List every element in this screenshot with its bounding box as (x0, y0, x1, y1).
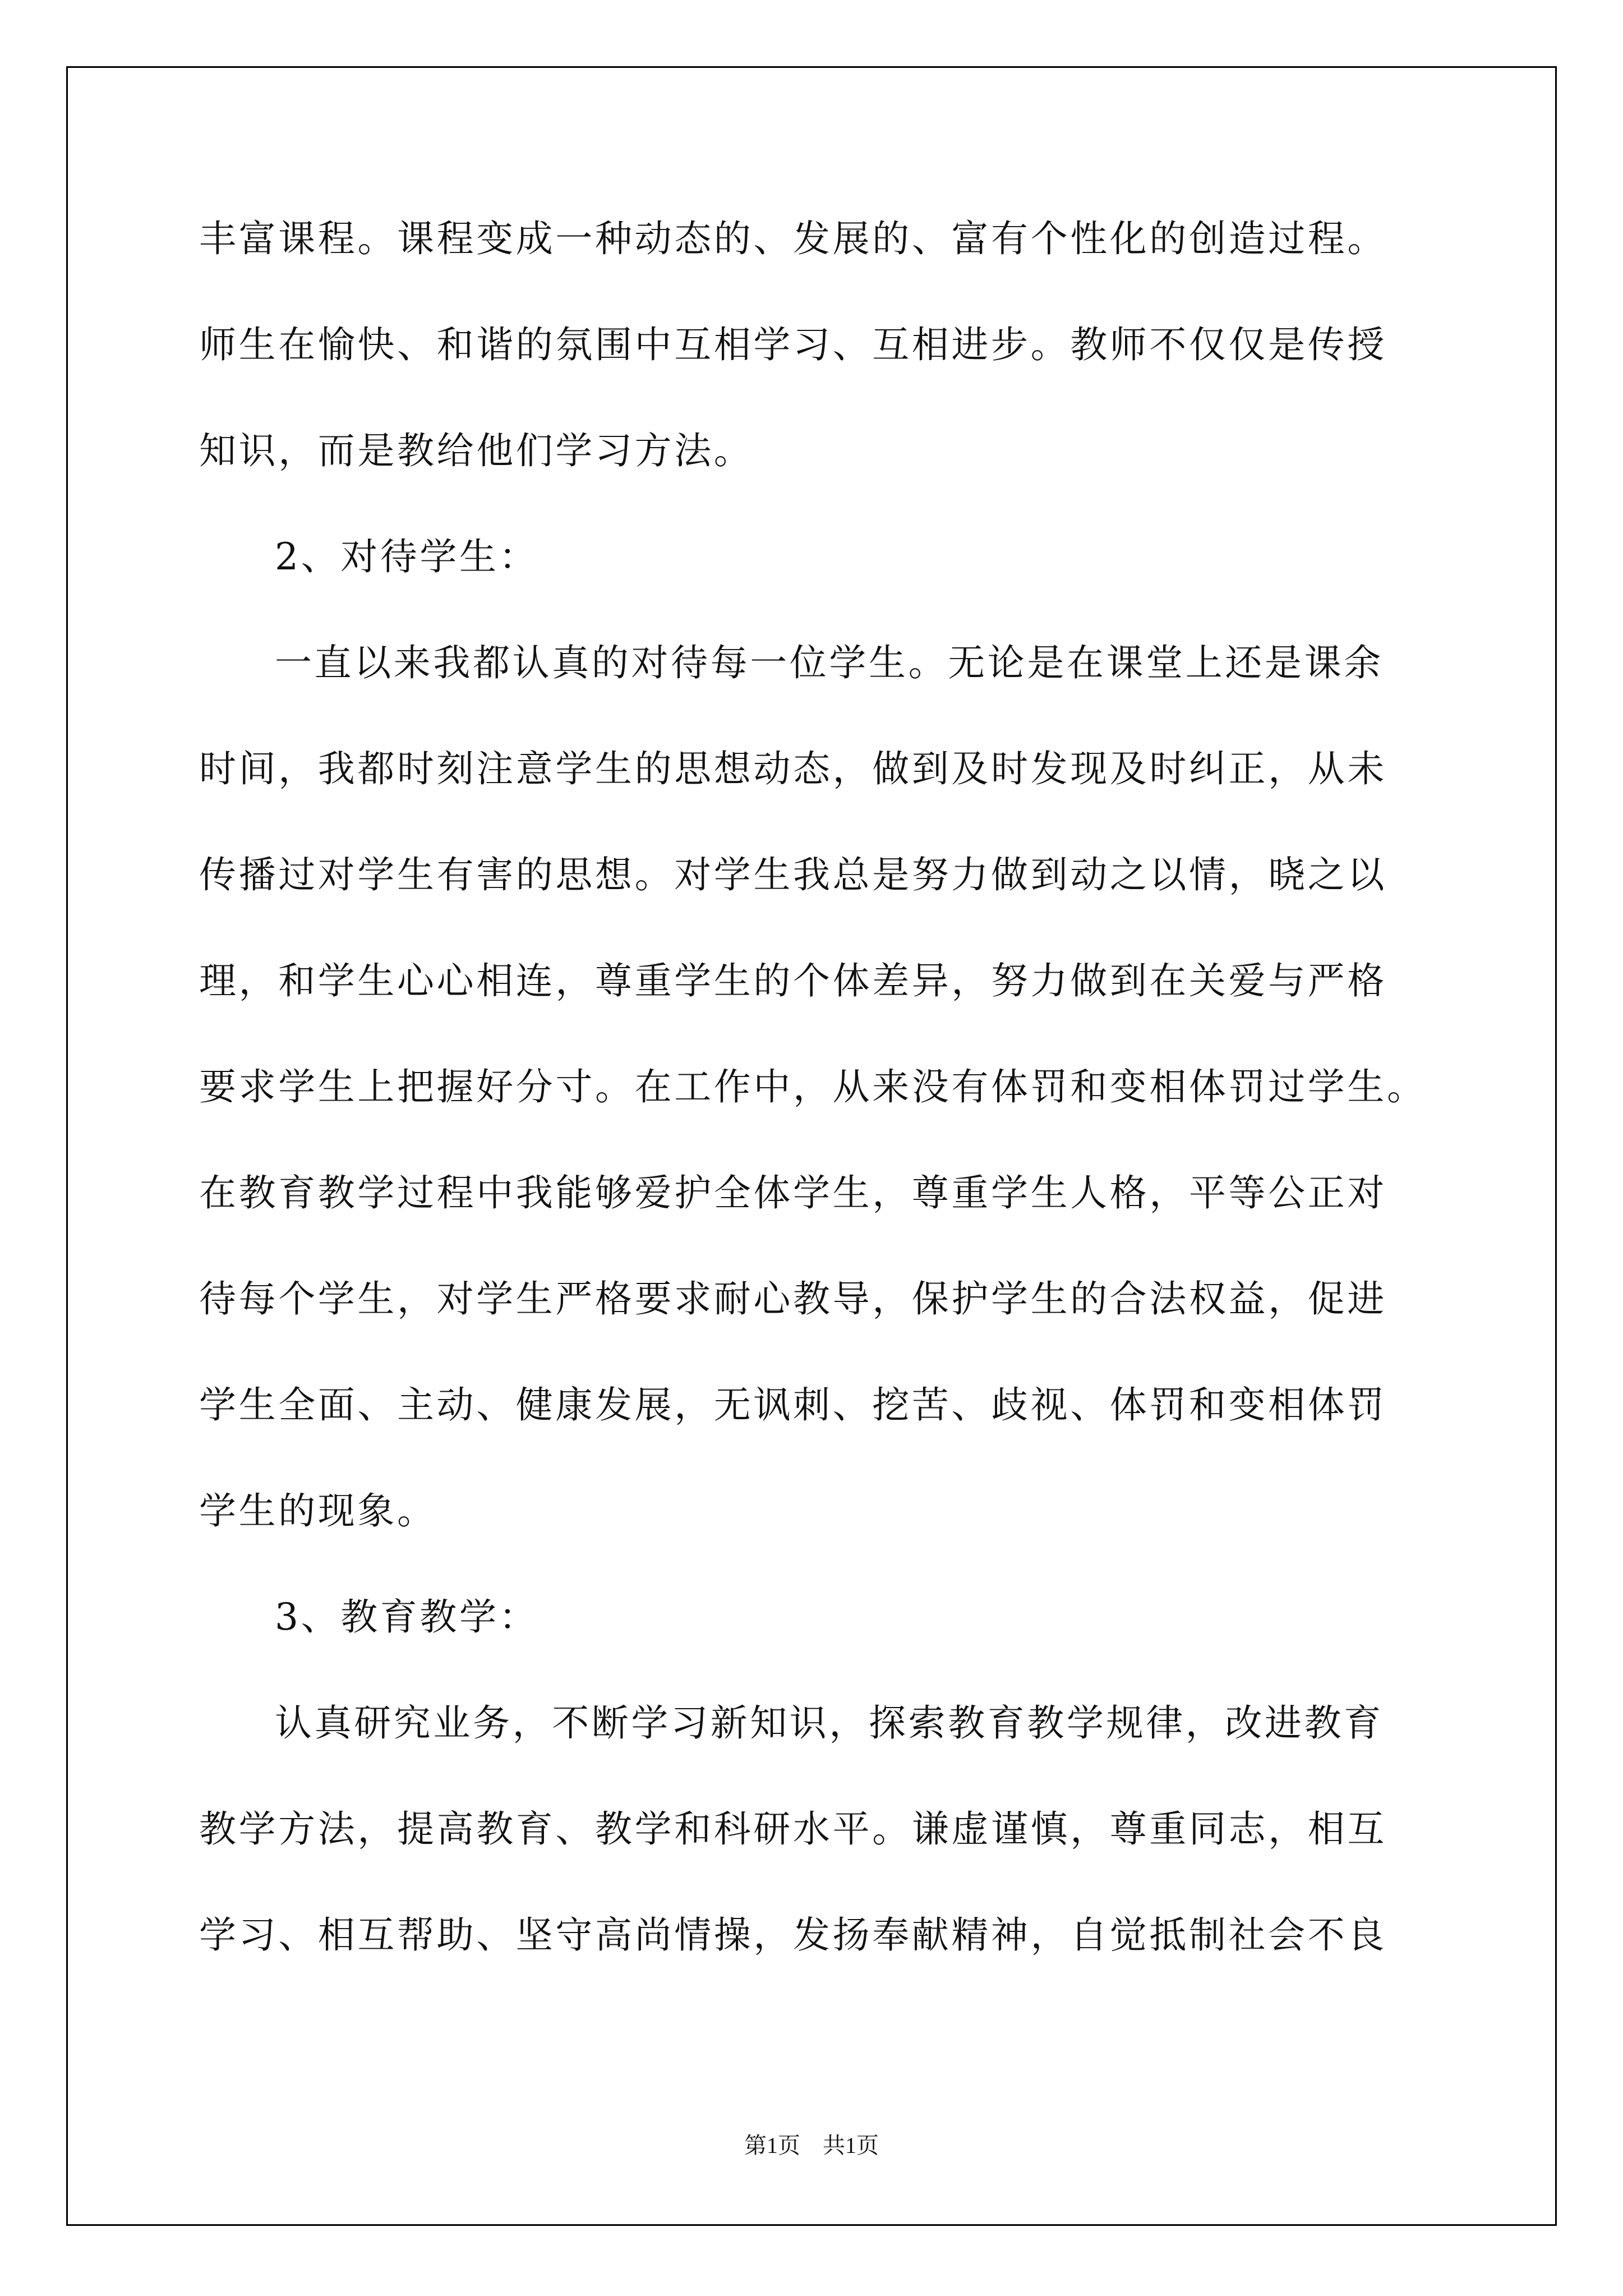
page-number-current: 第1页 (744, 2133, 800, 2158)
paragraph-line: 时间，我都时刻注意学生的思想动态，做到及时发现及时纠正，从未 (199, 747, 1387, 790)
paragraph-first-line: 一直以来我都认真的对待每一位学生。无论是在课堂上还是课余 (275, 641, 1384, 684)
paragraph-line: 传播过对学生有害的思想。对学生我总是努力做到动之以情，晓之以 (199, 853, 1387, 896)
paragraph-line: 学生全面、主动、健康发展，无讽刺、挖苦、歧视、体罚和变相体罚 (199, 1383, 1387, 1427)
paragraph-line: 学习、相互帮助、坚守高尚情操，发扬奉献精神，自觉抵制社会不良 (199, 1913, 1387, 1957)
paragraph-first-line: 认真研究业务，不断学习新知识，探索教育教学规律，改进教育 (275, 1701, 1384, 1745)
section-heading-education-teaching: 3、教育教学： (275, 1595, 539, 1639)
paragraph-line: 丰富课程。课程变成一种动态的、发展的、富有个性化的创造过程。 (199, 217, 1387, 260)
paragraph-line: 理，和学生心心相连，尊重学生的个体差异，努力做到在关爱与严格 (199, 959, 1387, 1002)
paragraph-line: 师生在愉快、和谐的氛围中互相学习、互相进步。教师不仅仅是传授 (199, 323, 1387, 366)
section-heading-treating-students: 2、对待学生： (275, 535, 539, 578)
paragraph-line: 学生的现象。 (199, 1489, 437, 1533)
page-footer (0, 2129, 1623, 2162)
paragraph-line: 教学方法，提高教育、教学和科研水平。谦虚谨慎，尊重同志，相互 (199, 1807, 1387, 1851)
paragraph-line: 在教育教学过程中我能够爱护全体学生，尊重学生人格，平等公正对 (199, 1171, 1387, 1214)
paragraph-line: 要求学生上把握好分寸。在工作中，从来没有体罚和变相体罚过学生。 (199, 1065, 1427, 1108)
page-border (66, 66, 1557, 2226)
page-number-total: 共1页 (823, 2133, 879, 2158)
paragraph-line: 待每个学生，对学生严格要求耐心教导，保护学生的合法权益，促进 (199, 1277, 1387, 1320)
paragraph-line: 知识，而是教给他们学习方法。 (199, 429, 754, 472)
